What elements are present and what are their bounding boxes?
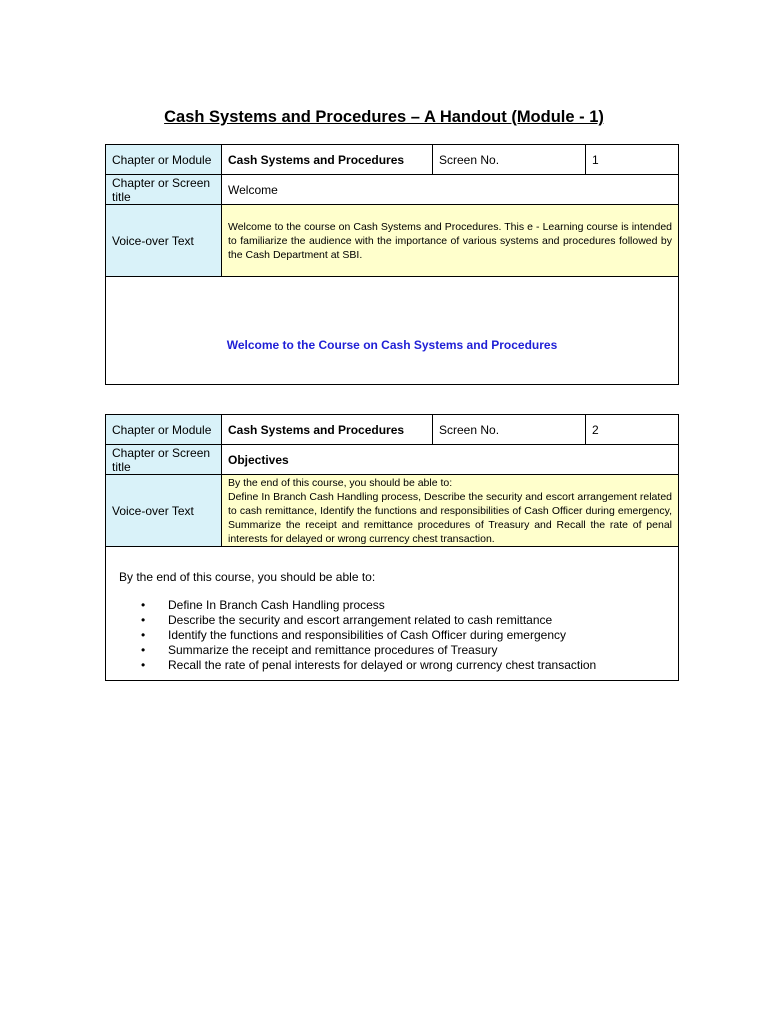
screen-content bbox=[106, 277, 679, 385]
screen-no-value: 2 bbox=[586, 415, 679, 445]
module-label: Chapter or Module bbox=[106, 415, 222, 445]
objectives-intro: By the end of this course, you should be able to: bbox=[119, 569, 376, 584]
screen-no-label: Screen No. bbox=[433, 145, 586, 175]
list-item: • Recall the rate of penal interests for delayed or wrong currency chest transaction bbox=[141, 658, 672, 673]
welcome-heading: Welcome to the Course on Cash Systems and Procedures bbox=[226, 338, 558, 352]
module-value: Cash Systems and Procedures bbox=[222, 415, 433, 445]
screen-title-label: Chapter or Screen title bbox=[106, 175, 222, 205]
module-value: Cash Systems and Procedures bbox=[222, 145, 433, 175]
list-item: • Define In Branch Cash Handling process bbox=[141, 598, 672, 613]
document-title: Cash Systems and Procedures – A Handout (Module - 1) bbox=[164, 108, 604, 126]
objectives-list bbox=[112, 598, 672, 673]
list-item: • Summarize the receipt and remittance procedures of Treasury bbox=[141, 643, 672, 658]
voiceover-intro: By the end of this course, you should be able to: bbox=[228, 476, 453, 489]
screen-2-table bbox=[105, 414, 679, 681]
screen-title-label: Chapter or Screen title bbox=[106, 445, 222, 475]
list-item: • Identify the functions and responsibilities of Cash Officer during emergency bbox=[141, 628, 672, 643]
voiceover-text: Welcome to the course on Cash Systems and Procedures. This e - Learning course is intended to familiarize the audience with the importance of various systems and procedures followed by the Cash Department at SBI. bbox=[222, 205, 679, 277]
screen-title-value: Welcome bbox=[222, 175, 679, 205]
list-item: • Describe the security and escort arrangement related to cash remittance bbox=[141, 613, 672, 628]
voiceover-text: Define In Branch Cash Handling process, Describe the security and escort arrangement related to cash remittance, Identify the functions and responsibilities of Cash Officer during emergency, Summarize the receipt and remittance procedures of Treasury and Recall the rate of penal interests for delayed or wrong currency chest transaction. bbox=[228, 490, 672, 545]
screen-content bbox=[106, 547, 679, 681]
voiceover-label: Voice-over Text bbox=[106, 205, 222, 277]
screen-1-table bbox=[105, 144, 679, 385]
voiceover-block bbox=[222, 475, 679, 547]
screen-no-label: Screen No. bbox=[433, 415, 586, 445]
screen-no-value: 1 bbox=[586, 145, 679, 175]
voiceover-label: Voice-over Text bbox=[106, 475, 222, 547]
screen-title-value: Objectives bbox=[222, 445, 679, 475]
module-label: Chapter or Module bbox=[106, 145, 222, 175]
